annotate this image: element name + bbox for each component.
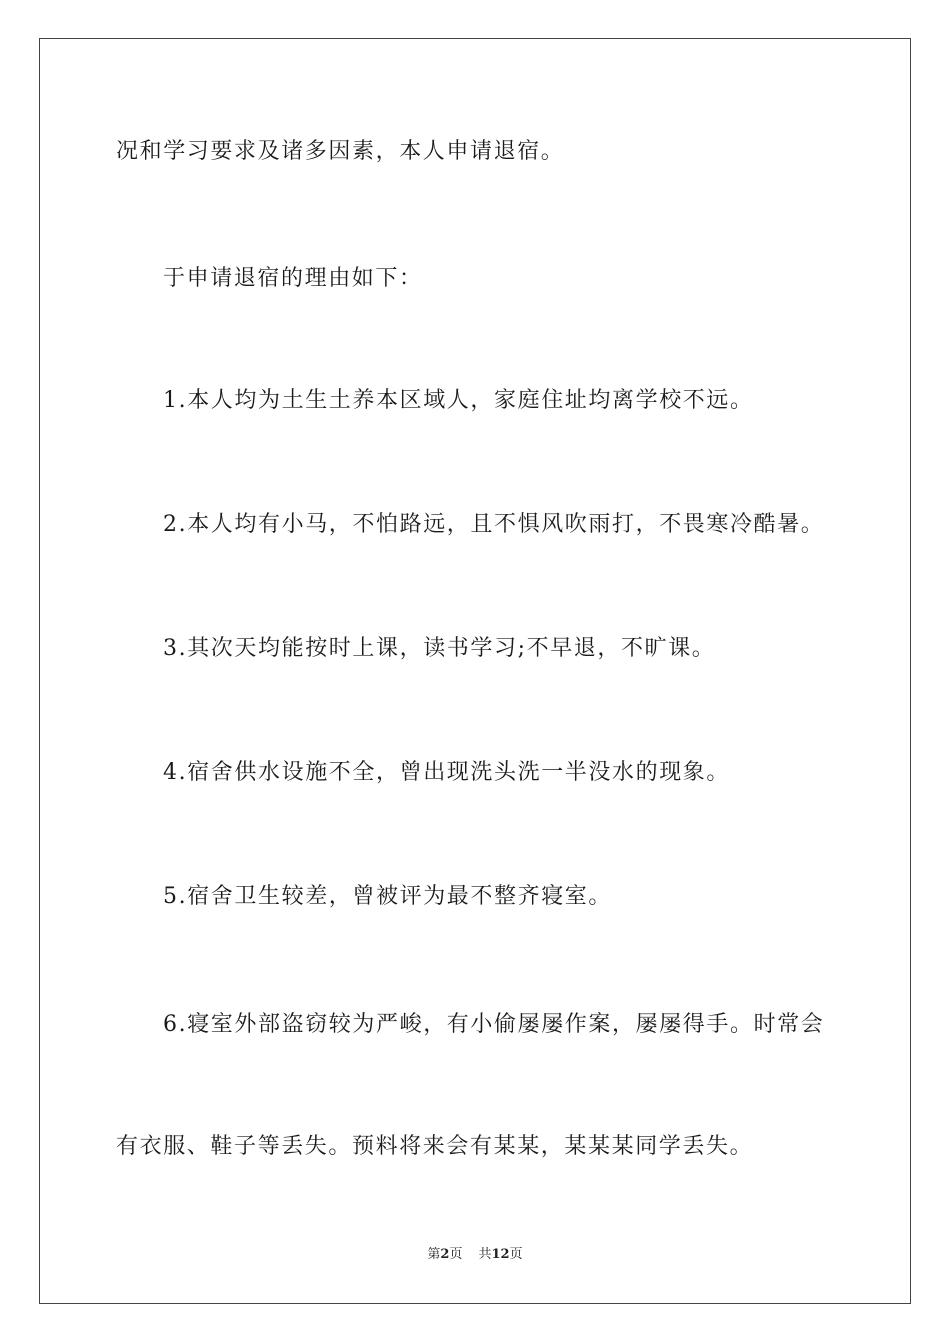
paragraph-reasons-intro: 于申请退宿的理由如下：	[163, 266, 423, 291]
page-number: 第2页	[427, 1247, 463, 1262]
paragraph-reason-3: 3.其次天均能按时上课，读书学习;不早退，不旷课。	[163, 636, 716, 661]
paragraph-reason-2: 2.本人均有小马，不怕路远，且不惧风吹雨打，不畏寒冷酷暑。	[163, 512, 825, 537]
page-total: 共12页	[478, 1247, 523, 1262]
paragraph-continuation: 况和学习要求及诸多因素，本人申请退宿。	[116, 139, 565, 164]
paragraph-reason-1: 1.本人均为土生土养本区域人，家庭住址均离学校不远。	[163, 388, 754, 413]
paragraph-reason-6: 6.寝室外部盗窃较为严峻，有小偷屡屡作案，屡屡得手。时常会	[163, 1012, 825, 1037]
page-footer	[0, 1246, 950, 1264]
paragraph-reason-5: 5.宿舍卫生较差，曾被评为最不整齐寝室。	[163, 884, 612, 909]
page-border	[39, 38, 911, 1304]
paragraph-reason-6-continued: 有衣服、鞋子等丢失。预料将来会有某某，某某某同学丢失。	[116, 1134, 754, 1159]
paragraph-reason-4: 4.宿舍供水设施不全，曾出现洗头洗一半没水的现象。	[163, 760, 730, 785]
